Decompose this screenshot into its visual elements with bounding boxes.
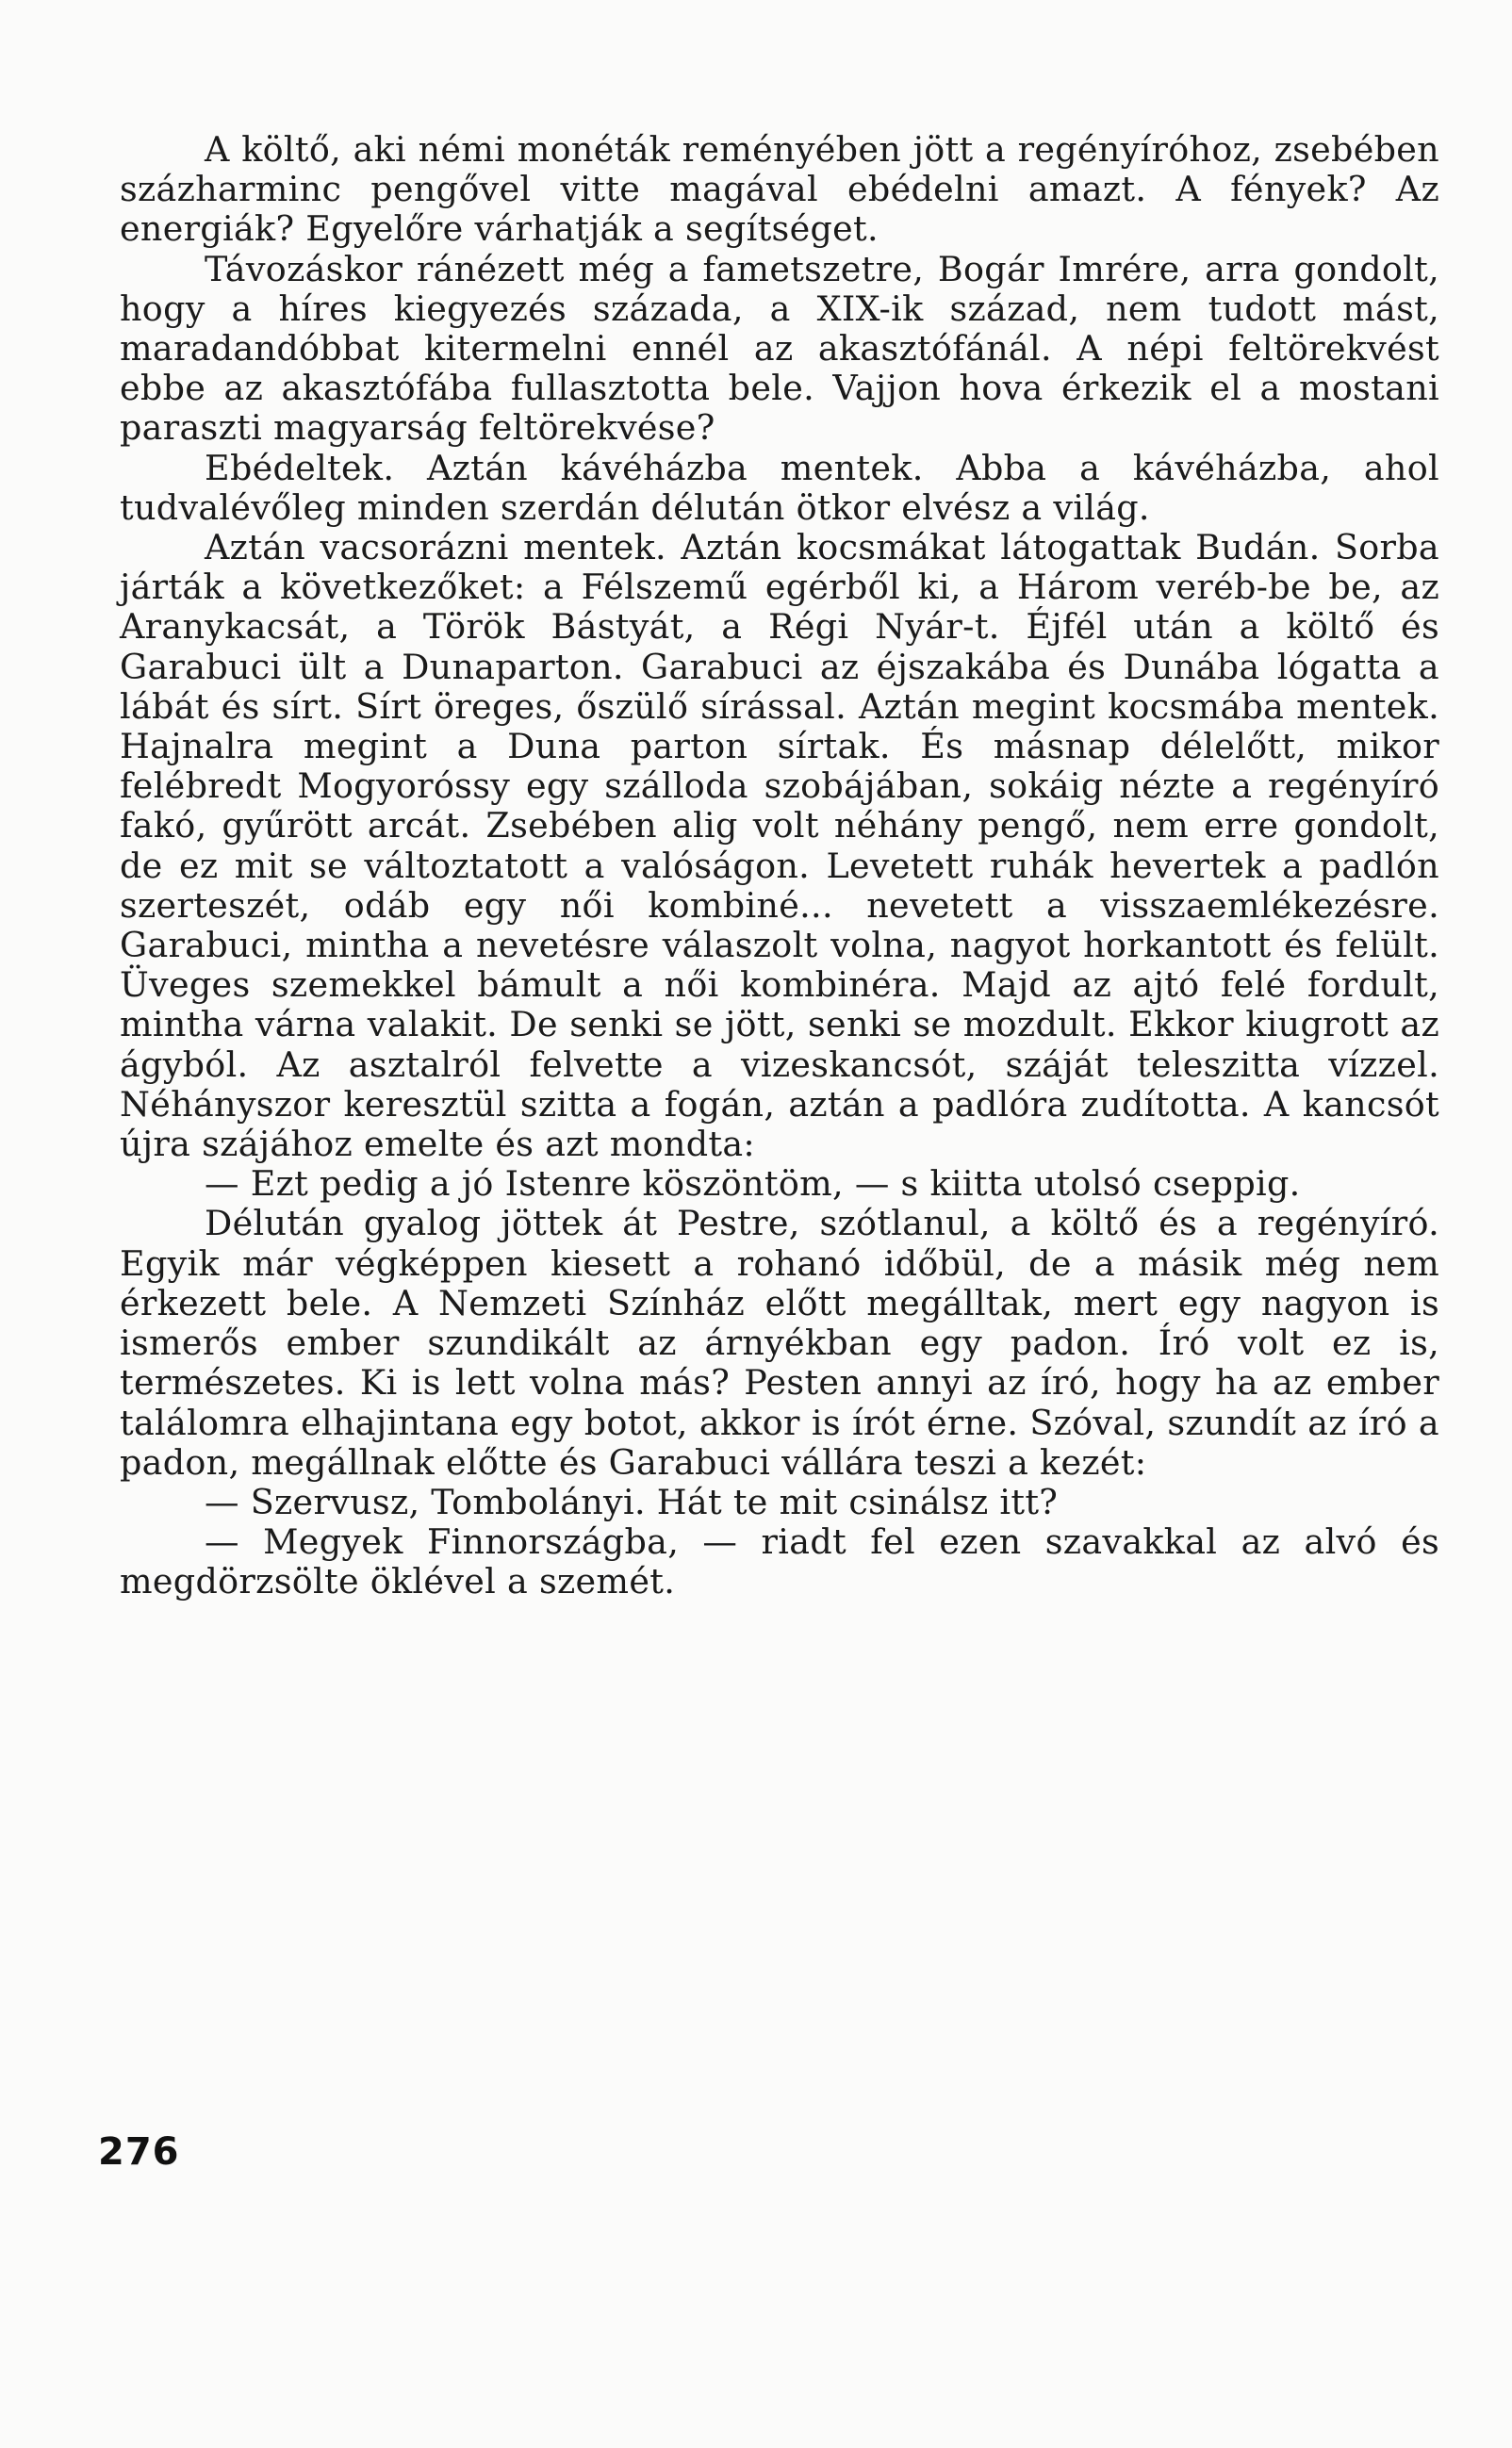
paragraph: Távozáskor ránézett még a fametszetre, Bogár Imrére, arra gondolt, hogy a híres kiegyezés százada, a XIX-ik század, nem tudott mást, maradandóbbat kitermelni ennél az akasztófánál. A népi feltörekvést ebbe az akasztófába fullasztotta bele. Vajjon hova érkezik el a mostani paraszti magyarság feltörekvése?	[120, 248, 1439, 449]
paragraph: Ebédeltek. Aztán kávéházba mentek. Abba a kávéházba, ahol tudvalévőleg minden szerdán délután ötkor elvész a világ.	[120, 447, 1439, 528]
paragraph: Délután gyalog jöttek át Pestre, szótlanul, a költő és a regényíró. Egyik már végképpen kiesett a rohanó időbül, de a másik még nem érkezett bele. A Nemzeti Színház előtt megálltak, mert egy nagyon is ismerős ember szundikált az árnyékban egy padon. Író volt ez is, természetes. Ki is lett volna más? Pesten annyi az író, hogy ha az ember találomra elhajintana egy botot, akkor is írót érne. Szóval, szundít az író a padon, megállnak előtte és Garabuci vállára teszi a kezét:	[120, 1203, 1439, 1483]
body-text	[120, 130, 1439, 1602]
paragraph: — Megyek Finnországba, — riadt fel ezen szavakkal az alvó és megdörzsölte öklével a szemét.	[120, 1521, 1439, 1602]
paragraph: A költő, aki némi monéták reményében jött a regényíróhoz, zsebében százharminc pengővel vitte magával ebédelni amazt. A fények? Az energiák? Egyelőre várhatják a segítséget.	[120, 129, 1439, 250]
paragraph: — Ezt pedig a jó Istenre köszöntöm, — s kiitta utolsó cseppig.	[205, 1163, 1301, 1205]
paragraph: — Szervusz, Tombolányi. Hát te mit csinálsz itt?	[205, 1481, 1059, 1522]
page-number: 276	[98, 2130, 180, 2174]
paragraph: Aztán vacsorázni mentek. Aztán kocsmákat látogattak Budán. Sorba járták a következőket: a Félszemű egérből ki, a Három veréb-be be, az Aranykacsát, a Török Bástyát, a Régi Nyár-t. Éjfél után a költő és Garabuci ült a Dunaparton. Garabuci az éjszakába és Dunába lógatta a lábát és sírt. Sírt öreges, őszülő sírással. Aztán megint kocsmába mentek. Hajnalra megint a Duna parton sírtak. És másnap délelőtt, mikor felébredt Mogyoróssy egy szálloda szobájában, sokáig nézte a regényíró fakó, gyűrött arcát. Zsebében alig volt néhány pengő, nem erre gondolt, de ez mit se változtatott a valóságon. Levetett ruhák hevertek a padlón szerteszét, odáb egy női kombiné... nevetett a visszaemlékezésre. Garabuci, mintha a nevetésre válaszolt volna, nagyot horkantott és felült. Üveges szemekkel bámult a női kombinéra. Majd az ajtó felé fordult, mintha várna valakit. De senki se jött, senki se mozdult. Ekkor kiugrott az ágyból. Az asztalról felvette a vizeskancsót, száját teleszitta vízzel. Néhányszor keresztül szitta a fogán, aztán a padlóra zudította. A kancsót újra szájához emelte és azt mondta:	[120, 527, 1439, 1165]
